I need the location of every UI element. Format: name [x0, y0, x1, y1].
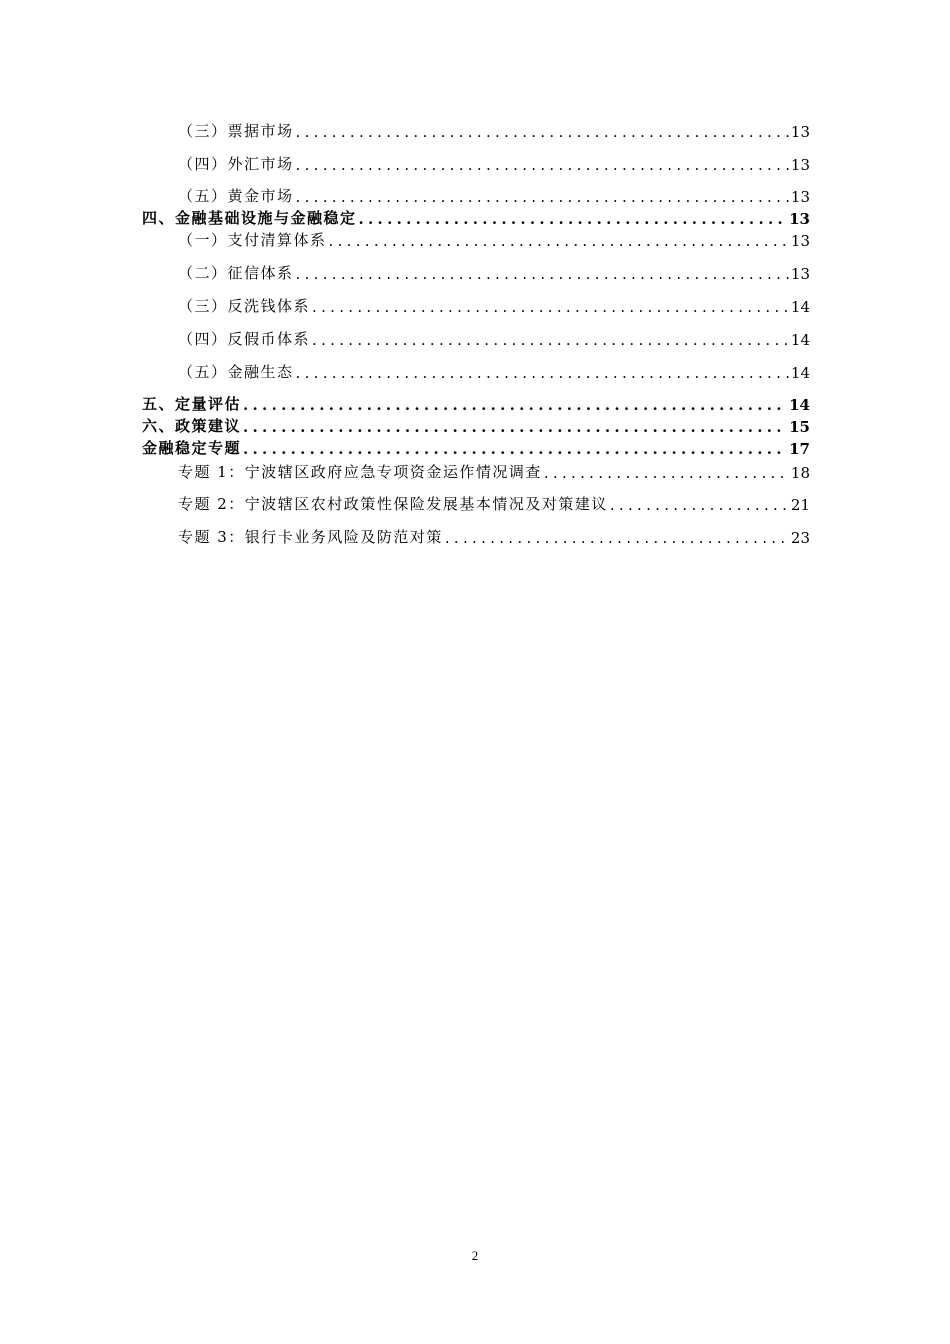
- toc-entry-page: 21: [790, 496, 810, 515]
- toc-entry-page: 13: [789, 210, 810, 229]
- page-number: 2: [471, 1248, 479, 1263]
- toc-entry-section-5[interactable]: [142, 382, 810, 414]
- toc-dot-leader: [243, 396, 787, 414]
- toc-entry-3-4[interactable]: [142, 141, 810, 174]
- toc-entry-label: 专题 2：宁波辖区农村政策性保险发展基本情况及对策建议: [178, 495, 608, 514]
- toc-entry-4-3[interactable]: [142, 283, 810, 316]
- toc-entry-page: 23: [790, 529, 810, 548]
- toc-entry-topic-1[interactable]: [142, 458, 810, 482]
- toc-dot-leader: [312, 298, 789, 316]
- toc-entry-label: 专题 1：宁波辖区政府应急专项资金运作情况调查: [178, 462, 542, 481]
- toc-entry-label: 四、金融基础设施与金融稳定: [142, 209, 357, 228]
- toc-entry-page: 13: [790, 232, 810, 251]
- toc-dot-leader: [544, 464, 789, 482]
- toc-entry-page: 13: [790, 188, 810, 207]
- toc-entry-4-4[interactable]: [142, 316, 810, 349]
- toc-entry-topic-3[interactable]: [142, 514, 810, 547]
- toc-entry-page: 18: [790, 463, 810, 482]
- toc-dot-leader: [610, 496, 789, 514]
- toc-entry-topic-2[interactable]: [142, 482, 810, 515]
- toc-dot-leader: [296, 188, 789, 206]
- toc-entry-page: 14: [790, 297, 810, 316]
- toc-dot-leader: [312, 331, 789, 349]
- toc-dot-leader: [329, 232, 789, 250]
- toc-entry-page: 13: [790, 265, 810, 284]
- toc-entry-label: 金融稳定专题: [142, 438, 242, 457]
- toc-entry-label: （四）反假币体系: [178, 329, 311, 348]
- toc-entry-section-4[interactable]: [142, 206, 810, 228]
- toc-entry-3-3[interactable]: [142, 108, 810, 141]
- toc-dot-leader: [296, 364, 789, 382]
- table-of-contents: [142, 108, 810, 547]
- toc-dot-leader: [243, 418, 787, 436]
- toc-dot-leader: [296, 265, 789, 283]
- toc-entry-section-6[interactable]: [142, 414, 810, 436]
- toc-dot-leader: [359, 210, 788, 228]
- toc-entry-page: 17: [789, 439, 810, 458]
- toc-entry-page: 14: [790, 330, 810, 349]
- toc-entry-page: 14: [790, 363, 810, 382]
- toc-entry-label: 五、定量评估: [142, 394, 242, 413]
- toc-entry-label: （五）黄金市场: [178, 187, 294, 206]
- toc-entry-page: 14: [789, 395, 810, 414]
- toc-dot-leader: [445, 529, 789, 547]
- toc-entry-label: （一）支付清算体系: [178, 231, 327, 250]
- toc-entry-4-2[interactable]: [142, 250, 810, 283]
- toc-entry-page: 15: [789, 417, 810, 436]
- toc-entry-4-5[interactable]: [142, 349, 810, 382]
- toc-entry-label: 专题 3：银行卡业务风险及防范对策: [178, 528, 443, 547]
- toc-dot-leader: [296, 123, 789, 141]
- toc-entry-3-5[interactable]: [142, 174, 810, 207]
- toc-entry-label: （四）外汇市场: [178, 154, 294, 173]
- toc-entry-page: 13: [790, 155, 810, 174]
- toc-entry-label: （二）征信体系: [178, 264, 294, 283]
- toc-entry-4-1[interactable]: [142, 228, 810, 250]
- toc-entry-label: （五）金融生态: [178, 362, 294, 381]
- toc-entry-page: 13: [790, 122, 810, 141]
- toc-entry-special-topics[interactable]: [142, 436, 810, 458]
- toc-dot-leader: [296, 156, 789, 174]
- toc-dot-leader: [243, 440, 787, 458]
- toc-entry-label: 六、政策建议: [142, 416, 242, 435]
- toc-entry-label: （三）票据市场: [178, 121, 294, 140]
- toc-entry-label: （三）反洗钱体系: [178, 296, 311, 315]
